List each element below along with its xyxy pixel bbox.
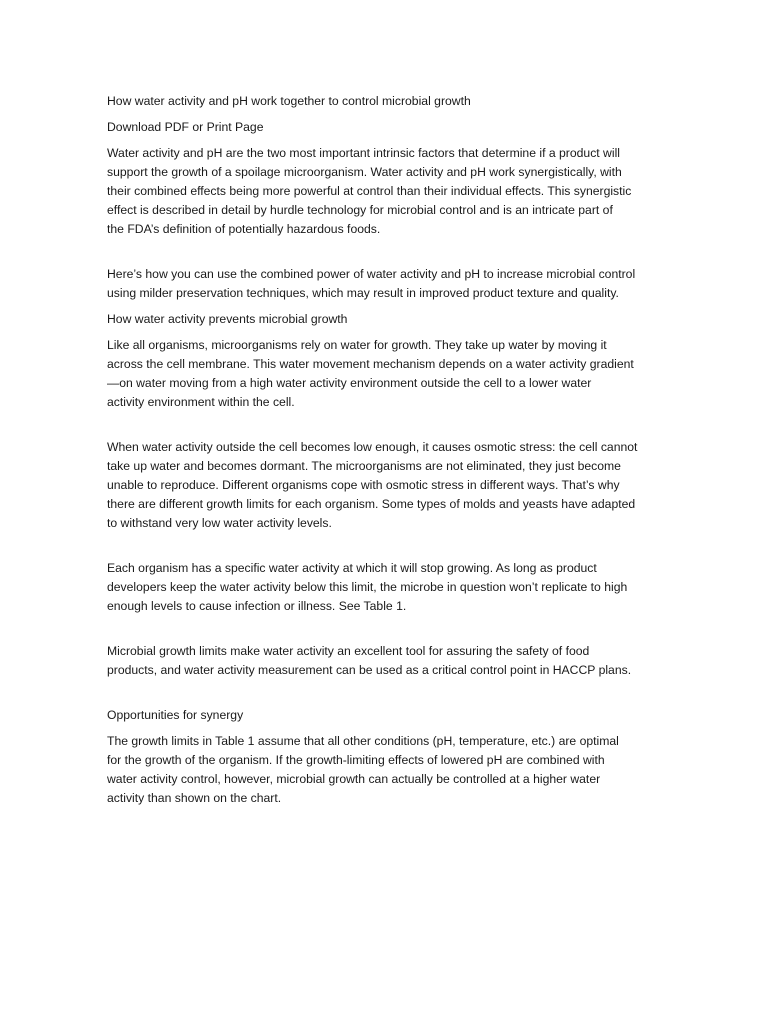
paragraph-combined-power: Here’s how you can use the combined power of water activity and pH to increase microbial control using milder preservation techniques, which may result in improved product texture and quality. bbox=[107, 267, 636, 300]
document-body bbox=[107, 92, 663, 808]
paragraph-osmotic-stress: When water activity outside the cell becomes low enough, it causes osmotic stress: the cell cannot take up water and becomes dormant. The microorganisms are not eliminated, they just become unable to reproduce. Different organisms cope with osmotic stress in different ways. That’s why there are different growth limits for each organism. Some types of molds and yeasts have adapted to withstand very low water activity levels. bbox=[107, 440, 638, 530]
paragraph-synergy: The growth limits in Table 1 assume that all other conditions (pH, temperature, etc.) are optimal for the growth of the organism. If the growth-limiting effects of lowered pH are combined with water activity control, however, microbial growth can actually be controlled at a higher water activity than shown on the chart. bbox=[107, 734, 619, 805]
paragraph-intro: Water activity and pH are the two most important intrinsic factors that determine if a product will support the growth of a spoilage microorganism. Water activity and pH work synergistically, with their combined effects being more powerful at control than their individual effects. This synergistic effect is described in detail by hurdle technology for microbial control and is an intricate part of the FDA’s definition of potentially hazardous foods. bbox=[107, 146, 632, 236]
download-link[interactable]: Download PDF or Print Page bbox=[107, 120, 264, 134]
paragraph-water-uptake: Like all organisms, microorganisms rely on water for growth. They take up water by moving it across the cell membrane. This water movement mechanism depends on a water activity gradient —on water moving from a high water activity environment outside the cell to a lower water activity environment within the cell. bbox=[107, 338, 634, 409]
paragraph-haccp: Microbial growth limits make water activity an excellent tool for assuring the safety of food products, and water activity measurement can be used as a critical control point in HACCP plans. bbox=[107, 644, 632, 677]
paragraph-growth-limit: Each organism has a specific water activity at which it will stop growing. As long as product developers keep the water activity below this limit, the microbe in question won’t replicate to high enough levels to cause infection or illness. See Table 1. bbox=[107, 561, 628, 613]
document-title: How water activity and pH work together to control microbial growth bbox=[107, 94, 471, 108]
section-heading-water-activity: How water activity prevents microbial growth bbox=[107, 312, 348, 326]
section-heading-synergy: Opportunities for synergy bbox=[107, 708, 244, 722]
